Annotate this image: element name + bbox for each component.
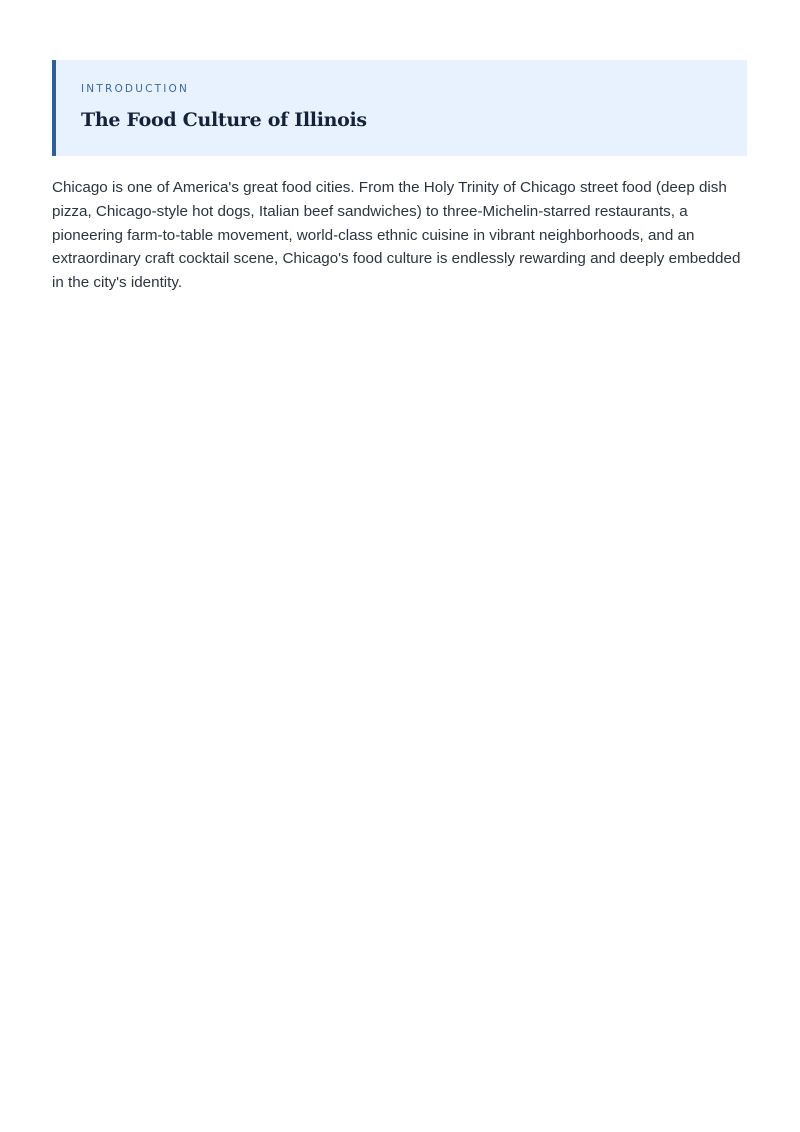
intro-callout [52, 60, 747, 156]
document-page [52, 60, 747, 295]
intro-paragraph: Chicago is one of America's great food cities. From the Holy Trinity of Chicago street food (deep dish pizza, Chicago-style hot dogs, Italian beef sandwiches) to three-Michelin-starred restaurants, a pioneering farm-to-table movement, world-class ethnic cuisine in vibrant neighborhoods, and an extraordinary craft cocktail scene, Chicago's food culture is endlessly rewarding and deeply embedded in the city's identity. [52, 179, 741, 292]
section-title: The Food Culture of Illinois [81, 109, 367, 131]
section-label: INTRODUCTION [81, 83, 190, 95]
